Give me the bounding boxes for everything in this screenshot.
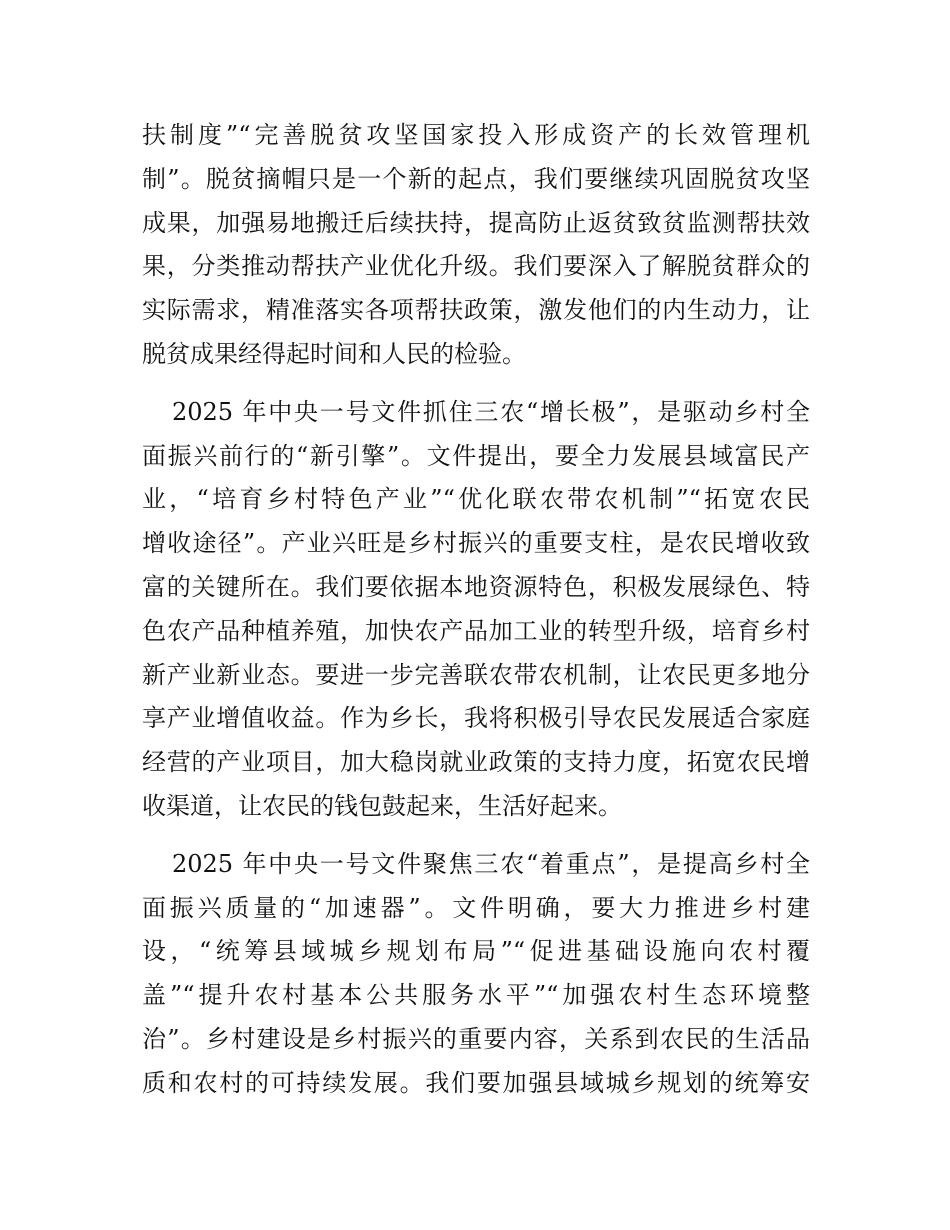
text-line: 经营的产业项目，加大稳岗就业政策的支持力度，拓宽农民增: [142, 748, 810, 777]
text-line: 盖”“提升农村基本公共服务水平”“加强农村生态环境整: [142, 981, 810, 1010]
text-line: 质和农村的可持续发展。我们要加强县域城乡规划的统筹安: [142, 1068, 810, 1097]
paragraph-2: [142, 391, 810, 829]
text-line: 色农产品种植养殖，加快农产品加工业的转型升级，培育乡村: [142, 616, 810, 645]
paragraph-3: [142, 843, 810, 1106]
paragraph-1: [142, 114, 810, 377]
text-line: 治”。乡村建设是乡村振兴的重要内容，关系到农民的生活品: [142, 1024, 810, 1053]
text-line: 成果，加强易地搬迁后续扶持，提高防止返贫致贫监测帮扶效: [142, 208, 810, 237]
text-line: 面振兴质量的“加速器”。文件明确，要大力推进乡村建: [142, 893, 810, 922]
document-body: [142, 114, 810, 1120]
text-line: 扶制度”“完善脱贫攻坚国家投入形成资产的长效管理机: [142, 121, 810, 149]
text-line: 2025 年中央一号文件抓住三农“增长极”，是驱动乡村全: [172, 397, 810, 426]
text-line: 制”。脱贫摘帽只是一个新的起点，我们要继续巩固脱贫攻坚: [142, 164, 810, 193]
text-line: 增收途径”。产业兴旺是乡村振兴的重要支柱，是农民增收致: [142, 529, 810, 558]
text-line: 2025 年中央一号文件聚焦三农“着重点”，是提高乡村全: [172, 849, 810, 878]
text-line: 脱贫成果经得起时间和人民的检验。: [142, 339, 526, 368]
text-line: 新产业新业态。要进一步完善联农带农机制，让农民更多地分: [142, 660, 810, 689]
text-line: 收渠道，让农民的钱包鼓起来，生活好起来。: [142, 791, 622, 820]
text-line: 设，“统筹县域城乡规划布局”“促进基础设施向农村覆: [142, 937, 810, 966]
text-line: 富的关键所在。我们要依据本地资源特色，积极发展绿色、特: [142, 572, 810, 601]
text-line: 享产业增值收益。作为乡长，我将积极引导农民发展适合家庭: [142, 704, 810, 733]
text-line: 果，分类推动帮扶产业优化升级。我们要深入了解脱贫群众的: [142, 252, 810, 281]
text-line: 实际需求，精准落实各项帮扶政策，激发他们的内生动力，让: [142, 296, 810, 325]
text-line: 面振兴前行的“新引擎”。文件提出，要全力发展县域富民产: [142, 441, 810, 470]
text-line: 业，“培育乡村特色产业”“优化联农带农机制”“拓宽农民: [142, 485, 810, 514]
